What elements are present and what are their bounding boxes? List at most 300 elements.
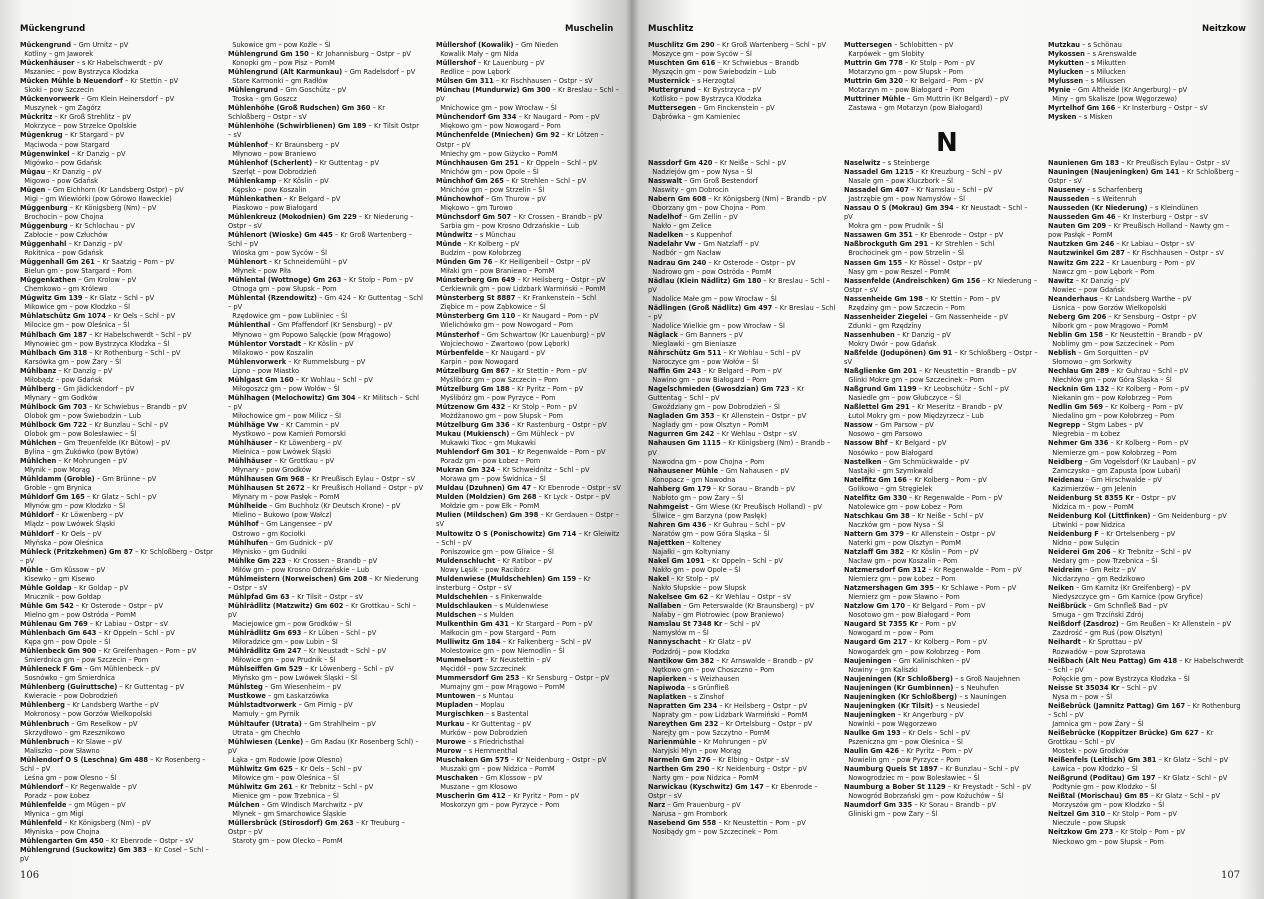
entry-line: Mielino – Bukowo (pow Wałcz): [228, 510, 332, 520]
entry-line: Muszynek – gm Zagórz: [20, 103, 101, 113]
entry-line: Kępsko – pow Koszalin: [228, 184, 307, 194]
entry-line: Mühlentor Vorstadt – Kr Köslin – pV: [228, 338, 354, 348]
entry-line: Migi – gm Wiewiórki (pow Górowo Iławeckie): [20, 193, 172, 203]
entry-line: Mniechy gm – pow Giżycko – PomM: [436, 148, 558, 158]
entry-line: Neitzkow Gm 273 – Kr Stolp – Pom – pV: [1048, 827, 1186, 837]
entry-line: Mückenvorwerk – Gm Klein Heinersdorf – pV: [20, 94, 175, 104]
entry-line: Słomowo – gm Sorkwity: [1048, 357, 1132, 367]
entry-line: Nawino gm – pow Białogard – Pom: [648, 375, 767, 385]
entry-line: Murków – pow Dobrodzień: [436, 727, 528, 737]
entry-line: Mokrzyce – pow Strzelce Opolskie: [20, 121, 137, 131]
entry-line: Śmierdnica gm – pow Szczecin – Pom: [20, 655, 149, 665]
entry-line: Mühlbock Gm 703 – Kr Schwiebus – Brandb – pV: [20, 401, 187, 411]
entry-line: Nedary gm – pow Trzebnica – Śl: [1048, 556, 1158, 566]
entry-line: Nakel – Kr Stolp – pV: [648, 574, 720, 584]
entry-line: Olobok gm – pow Bolesławiec – Śl: [20, 429, 137, 439]
entry-line: Nowogardek gm – pow Kołobrzeg – Pom: [844, 646, 981, 656]
entry-line: Ławica – pow Kłodzko – Śl: [1048, 764, 1138, 774]
entry-line: Müggenburg – Kr Schlochau – pV: [20, 220, 135, 230]
entry-line: Nassenheide Gm 198 – Kr Stettin – Pom – pV: [844, 293, 1000, 303]
entry-line: Poradz – pow Łobez: [20, 790, 90, 800]
entry-line: Karpówek – gm Słobity: [844, 49, 925, 59]
entry-line: Müllershof (Kowalik) – Gm Nieden: [436, 40, 559, 49]
entry-line: Nakelsee Gm 62 – Kr Wehlau – Ostpr – sV: [648, 592, 792, 602]
entry-line: Myrtelhof Gm 166 – Kr Insterburg – Ostpr – sV: [1048, 103, 1208, 113]
entry-line: Nausseden (Kr Niederung) – s Kleindünen: [1048, 203, 1198, 213]
entry-line: Nadziejów gm – pow Nysa – Śl: [648, 167, 753, 177]
column-1: [20, 40, 216, 864]
entry-line: Mukran Gm 324 – Kr Schweidnitz – Schl – pV: [436, 465, 590, 475]
entry-line: Muttriner Mühle – Gm Muttrin (Kr Belgard) – pV: [844, 94, 1009, 104]
entry-line: Narwickau (Kyschwitz) Gm 147 – Kr Ebenrode – Ostpr – sV: [648, 782, 820, 801]
entry-line: Młynary m – pow Pasłęk – PomM: [228, 492, 340, 502]
entry-line: Nallaben – Gm Peterswalde (Kr Braunsberg) – pV: [648, 601, 815, 611]
entry-line: Naroczyce gm – pow Wołów – Śl: [648, 357, 759, 367]
entry-line: Mutzkau – s Schönau: [1048, 40, 1122, 49]
entry-line: Muhlendorf Gm 301 – Kr Regenwalde – Pom – pV: [436, 447, 606, 457]
entry-line: Nauseney – s Scharfenberg: [1048, 185, 1143, 195]
entry-line: Narthen Gm 290 – Kr Neidenburg – Ostpr – pV: [648, 764, 807, 774]
entry-line: Nabern Gm 608 – Kr Königsberg (Nm) – Brandb – pV: [648, 194, 827, 204]
entry-line: Neisse St 35034 Kr – Schl – pV: [1048, 682, 1158, 692]
entry-line: Nareythen Gm 232 – Kr Ortelsburg – Ostpr – pV: [648, 718, 813, 728]
entry-line: Muschlitz Gm 290 – Kr Groß Wartenberg – Schl – pV: [648, 40, 827, 49]
entry-line: Nowogard m – pow – Pom: [844, 628, 934, 638]
entry-line: Konopki gm – pow Pisz – PomM: [228, 58, 335, 68]
entry-line: Nadrau Gm 240 – Kr Osterode – Ostpr – pV: [648, 257, 796, 267]
entry-line: Multowitz O S (Ponischowitz) Gm 714 – Kr Gleiwitz – Schl – pV: [436, 528, 622, 547]
entry-line: Nagłady gm – pow Olsztyn – PomM: [648, 420, 769, 430]
entry-line: Mützelburg Gm 188 – Kr Pyritz – Pom – pV: [436, 383, 584, 393]
entry-line: Kazimierzów – gm Jelenin: [1048, 483, 1137, 493]
entry-line: Nowiny – gm Kaliszki: [844, 664, 918, 674]
entry-line: Łąka – gm Rodowie (pow Olesno): [228, 754, 343, 764]
entry-line: Nowiec – pow Gdańsk: [1048, 284, 1125, 294]
entry-line: Nakło – gm Zelice: [648, 221, 712, 231]
entry-line: Sukowice gm – pow Koźle – Śl: [228, 40, 331, 49]
entry-line: Poradz gm – pow Łobez – Pom: [436, 456, 541, 466]
entry-line: Kotliny – gm Jaworek: [20, 49, 94, 59]
entry-line: Muttersegen – Gm Finckenstein – pV: [648, 103, 775, 113]
entry-line: Nassadel Gm 407 – Kr Namslau – Schl – pV: [844, 185, 993, 195]
entry-line: Kępa gm – pow Opole – Śl: [20, 637, 111, 647]
entry-line: Naujeningken – Kr Angerburg – pV: [844, 709, 964, 719]
entry-line: Brochocin – pow Chojna: [20, 211, 104, 221]
entry-line: Sosnówko – gm Śmierdnica: [20, 673, 115, 683]
entry-line: Mühlhof – Gm Langensee – pV: [228, 519, 333, 529]
entry-line: Glinki Mokre gm – pow Szczecinek – Pom: [844, 375, 985, 385]
entry-line: Zazdrość – gm Ruś (pow Olsztyn): [1048, 628, 1163, 638]
entry-line: Mügenwinkel – Kr Danzig – pV: [20, 148, 126, 158]
entry-line: Niechłów gm – pow Góra Śląska – Śl: [1048, 375, 1172, 385]
entry-line: Müllershof – Kr Lauenburg – pV: [436, 58, 545, 68]
entry-line: Neißbrück – Gm Schnfleß Bad – pV: [1048, 601, 1168, 611]
entry-line: Nieckowo gm – pow Słupsk – Pom: [1048, 836, 1164, 846]
entry-line: Niemierze gm – pow Kołobrzeg – Pom: [1048, 447, 1177, 457]
entry-line: Mühlenvorwerk – Kr Rummelsburg – pV: [228, 356, 366, 366]
entry-line: Mündwitz – s Münchau: [436, 229, 516, 239]
entry-line: Podzdrój – pow Kłodzko: [648, 646, 730, 656]
entry-line: Narmeln Gm 276 – Kr Elbing – Ostpr – sV: [648, 755, 790, 765]
entry-line: Mützelburg Gm 867 – Kr Stettin – Pom – pV: [436, 365, 587, 375]
entry-line: Nosowo – gm Parsowo: [844, 429, 923, 439]
entry-line: Morawa gm – pow Świdnica – Śl: [436, 474, 546, 484]
entry-line: Rozwadów – pow Szprotawa: [1048, 646, 1146, 656]
entry-line: Najałki – gm Koltyniany: [648, 547, 730, 557]
column-3: [1048, 158, 1244, 848]
entry-line: Mokry Dwór – pow Gdańsk: [844, 338, 937, 348]
entry-line: Mühlenkreuz (Mokodnien) Gm 229 – Kr Niederung – Ostpr – sV: [228, 211, 416, 230]
entry-line: Młynek – pow Piła: [228, 266, 291, 276]
entry-line: Lisnica – pow Gorzów Wielkopolski: [1048, 302, 1167, 312]
entry-line: Ziębice m – pow Ząbkowice – Śl: [436, 302, 546, 312]
entry-line: Mumajny gm – pow Mrągowo – PomM: [436, 682, 565, 692]
entry-line: Naunienen Gm 183 – Kr Preußisch Eylau – Ostpr – sV: [1048, 158, 1230, 167]
entry-line: Mühlenfeld – Kr Königsberg (Nm) – pV: [20, 818, 151, 828]
entry-line: Mühlbach Gm 187 – Kr Habelschwerdt – Schl – pV: [20, 329, 192, 339]
entry-line: Natschkau Gm 38 – Kr Neiße – Schl – pV: [844, 510, 984, 520]
entry-line: Mühle Goldap – Kr Goldap – pV: [20, 582, 129, 592]
entry-line: Mücken Mühle b Neuendorf – Kr Stettin – pV: [20, 76, 179, 86]
entry-line: Dąbrówka – gm Kamieniec: [648, 112, 741, 122]
entry-line: Mühlhagen (Melochowitz) Gm 304 – Kr Militsch – Schl – pV: [228, 392, 422, 411]
entry-line: Chemkowo – gm Królewo: [20, 284, 108, 294]
entry-line: Muldschlauken – s Muldenwiese: [436, 600, 549, 610]
running-head-right: Neitzkow: [1202, 24, 1246, 34]
entry-line: Muldschehlen – s Finkenwalde: [436, 591, 542, 601]
entry-line: Neitzel Gm 310 – Kr Stolp – Pom – pV: [1048, 809, 1177, 819]
entry-line: Bielun gm – pow Stargard – Pom: [20, 266, 132, 276]
entry-line: Nedlin Gm 569 – Kr Kolberg – Pom – pV: [1048, 402, 1183, 412]
entry-line: Piaskowo – pow Białogard: [228, 202, 318, 212]
entry-line: Muszane – gm Kłosowo: [436, 781, 518, 791]
entry-line: Mühlenbruch – Gm Reselkow – pV: [20, 718, 138, 728]
entry-line: Neberg Gm 206 – Kr Sensburg – Ostpr – pV: [1048, 311, 1197, 321]
entry-line: Münchau (Mundurwiz) Gm 300 – Kr Breslau – Schl – pV: [436, 85, 622, 104]
entry-line: Muttergrund – Kr Bystrzyca – pV: [648, 85, 762, 95]
entry-line: Mühlendorf O S (Leschna) Gm 488 – Kr Rosenberg – Schl – pV: [20, 754, 208, 773]
top-column-1: [648, 40, 836, 130]
entry-line: Napratten Gm 234 – Kr Heilsberg – Ostpr – pV: [648, 700, 808, 710]
entry-line: Mützenow Gm 432 – Kr Stolp – Pom – pV: [436, 401, 578, 411]
entry-line: Młynowiec gm – pow Bystrzyca Kłodzka – Śl: [20, 338, 170, 348]
entry-line: Szerlęt – pow Dobrodzień: [228, 166, 317, 176]
entry-line: Mühlenfelde – gm Mügen – pV: [20, 799, 126, 809]
entry-line: Mühlengrund (Suckowitz) Gm 383 – Kr Cosel – Schl – pV: [20, 845, 211, 864]
entry-line: Narz – Gm Frauenburg – pV: [648, 800, 741, 810]
entry-line: Mühlrädlitz (Matzwitz) Gm 602 – Kr Grottkau – Schl – pV: [228, 600, 419, 619]
entry-line: Mühlwiesen (Lenke) – Gm Radau (Kr Rosenberg Schl) – pV: [228, 736, 421, 755]
entry-line: Niegrebia – m Łobez: [1048, 429, 1120, 439]
entry-line: Mühlenhöhe (Groß Rudschen) Gm 360 – Kr Schloßberg – Ostpr – sV: [228, 103, 388, 122]
entry-line: Neißebrück (Jamnitz Pattag) Gm 167 – Kr Rothenburg – Schl – pV: [1048, 700, 1243, 719]
entry-line: Natzlaff Gm 382 – Kr Köslin – Pom – pV: [844, 547, 979, 557]
entry-line: Münden Gm 76 – Kr Heiligenbeil – Ostpr – pV: [436, 257, 591, 267]
entry-line: Skrzydłowo – gm Rzesznikowo: [20, 727, 125, 737]
entry-line: Nętkowo gm – pow Choszczno – Pom: [648, 664, 775, 674]
entry-line: Nowinki – pow Węgorzewo: [844, 718, 937, 728]
entry-line: Nahausen Gm 1115 – Kr Königsberg (Nm) – Brandb – pV: [648, 438, 833, 457]
entry-line: Troska – gm Goszcz: [228, 94, 297, 104]
entry-line: Murkau – Kr Guttentag – pV: [436, 718, 532, 728]
entry-line: Miłowice gm – pow Prudnik – Śl: [228, 655, 336, 665]
section-letter: N: [936, 128, 958, 158]
entry-line: Neanderhaus – Kr Landsberg Warthe – pV: [1048, 293, 1192, 303]
entry-line: Miękowo gm – pow Nowogard – Pom: [436, 121, 561, 131]
entry-line: Neidenburg Kol (Littfinken) – Gm Neidenburg – pV: [1048, 510, 1227, 520]
entry-line: Karsówka gm – pow Żary – Śl: [20, 356, 122, 366]
entry-line: Nibork gm – pow Mrągowo – PomM: [1048, 320, 1169, 330]
entry-line: Maliszko – pow Sławno: [20, 745, 100, 755]
entry-line: Śliwice – gm Barzyna (pow Pasłęk): [648, 510, 767, 520]
entry-line: Napiwoda – s Grünfließ: [648, 682, 729, 692]
entry-line: Mühlke Gm 223 – Kr Crossen – Brandb – pV: [228, 555, 378, 565]
entry-line: Myślibórz gm – pow Pyrzyce – Pom: [436, 392, 556, 402]
entry-line: Mołdzie gm – pow Ełk – PomM: [436, 501, 540, 511]
entry-line: Niedyszczyce gm – Gm Karnice (pow Gryfice): [1048, 592, 1203, 602]
entry-line: Brochocinek gm – pow Strzelin – Śl: [844, 248, 964, 258]
column-2: [844, 158, 1038, 848]
entry-line: Migowo – pow Gdańsk: [20, 175, 98, 185]
entry-line: Zastawa – gm Motarzyn (pow Białogard): [844, 103, 983, 113]
entry-line: Natzmersdorf Gm 312 – Kr Regenwalde – Pom – pV: [844, 565, 1022, 575]
entry-line: Zabłocie – pow Człuchów: [20, 229, 108, 239]
entry-line: Münsterhof – Gm Schwartow (Kr Lauenburg) – pV: [436, 329, 606, 339]
entry-line: Nausseden Gm 46 – Kr Insterburg – Ostpr – sV: [1048, 212, 1208, 222]
entry-line: Nassenfelde (Andreischken) Gm 156 – Kr Niederung – Ostpr – sV: [844, 275, 1040, 294]
entry-line: Mühlhufen – Gm Gudnick – pV: [228, 537, 333, 547]
entry-line: Otnoga gm – pow Słupsk – Pom: [228, 284, 337, 294]
entry-line: Mügen – Gm Eichhorn (Kr Landsberg Ostpr) – pV: [20, 184, 184, 194]
entry-line: Mühlseiffen Gm 529 – Kr Löwenberg – Schl – pV: [228, 664, 394, 674]
entry-line: Naryjski Młyn – pow Morąg: [648, 746, 742, 756]
entry-line: Murow – s Hemmenthal: [436, 745, 518, 755]
entry-line: Nawcz gm – pow Lębork – Pom: [1048, 266, 1155, 276]
entry-line: Muschaken – Gm Klossow – pV: [436, 772, 543, 782]
entry-line: Naselwitz – s Steinberge: [844, 158, 930, 167]
entry-line: Maciejowice gm – pow Grodków – Śl: [228, 619, 352, 628]
entry-line: Kwieracie – pow Dobrodzień: [20, 691, 118, 701]
entry-line: Groble – gm Brynica: [20, 483, 92, 493]
entry-line: Moskorzyn gm – pow Pyrzyce – Pom: [436, 799, 560, 809]
entry-line: Mühlsteg – Gm Wiesenheim – pV: [228, 682, 342, 692]
entry-line: Muttrin Gm 778 – Kr Stolp – Pom – pV: [844, 58, 975, 68]
entry-line: Nahausener Mühle – Gm Nahausen – pV: [648, 465, 790, 475]
entry-line: Mühlchen – Gm Treuenfelde (Kr Bütow) – pV: [20, 438, 171, 448]
entry-line: Muszaki gm – pow Nidzica – PomM: [436, 763, 555, 773]
entry-line: Naulke Gm 193 – Kr Oels – Schl – pV: [844, 727, 970, 737]
entry-line: Połęckie gm – pow Bystrzyca Kłodzka – Śl: [1048, 673, 1190, 683]
entry-line: Münchhof Gm 265 – Kr Strehlen – Schl – pV: [436, 175, 587, 185]
entry-line: Nadrowo gm – pow Ostróda – PomM: [648, 266, 772, 276]
top-column-2: [844, 40, 1038, 130]
entry-line: Molestowice gm – pow Niemodlin – Śl: [436, 646, 565, 656]
entry-line: Mügwitz Gm 139 – Kr Glatz – Schl – pV: [20, 293, 155, 303]
entry-line: Nassdorf Gm 420 – Kr Neiße – Schl – pV: [648, 158, 787, 167]
entry-line: Mühlpfad Gm 63 – Kr Tilsit – Ostpr – sV: [228, 591, 364, 601]
entry-line: Mühlenort (Wioske) Gm 445 – Kr Groß Wartenberg – Schl – pV: [228, 229, 415, 249]
entry-line: Nattern Gm 379 – Kr Allenstein – Ostpr – pV: [844, 528, 996, 538]
entry-line: Leśna gm – pow Olesno – Śl: [20, 772, 117, 782]
entry-line: Podtynie gm – pow Kłodzko – Śl: [1048, 782, 1157, 792]
entry-line: Nidno – pow Sulęcin: [1048, 537, 1120, 547]
entry-line: Nadelken – s Kuppenhof: [648, 230, 732, 240]
entry-line: Mühlhausen Gm 968 – Kr Preußisch Eylau – Ostpr – sV: [228, 474, 416, 484]
entry-line: Nauten Gm 209 – Kr Preußisch Holland – Nawty gm – pow Pasłęk – PomM: [1048, 221, 1232, 240]
entry-line: Muscherin Gm 412 – Kr Pyritz – Pom – pV: [436, 790, 580, 800]
entry-line: Mühle – Gm Küssow – pV: [20, 564, 106, 574]
entry-line: Oborzany gm – pow Chojna – Pom: [648, 203, 766, 213]
entry-line: Münsterberg Gm 110 – Kr Naugard – Pom – pV: [436, 311, 599, 321]
entry-line: Muschaken Gm 575 – Kr Neidenburg – Ostpr – pV: [436, 754, 607, 764]
entry-line: Namysłów m – Śl: [648, 628, 709, 638]
entry-line: Natelfitz Gm 330 – Kr Regenwalde – Pom – pV: [844, 492, 1003, 502]
entry-line: Nieglawki – gm Bieniasze: [648, 338, 737, 348]
entry-line: Młyńsko gm – pow Lwówek Śląski – Śl: [228, 673, 357, 683]
entry-line: Nassow – Gm Parsow – pV: [844, 420, 934, 430]
entry-line: Stare Karmonki – gm Radłów: [228, 76, 328, 86]
entry-line: Nasale gm – pow Kluczbork – Śl: [844, 176, 954, 186]
entry-line: Nassenhuben – Kr Danzig – pV: [844, 329, 951, 339]
entry-line: Gliniski gm – pow Żary – Śl: [844, 809, 938, 819]
entry-line: Narejty gm – pow Szczytno – PomM: [648, 727, 770, 737]
entry-line: Münchowhof – Gm Thurow – pV: [436, 193, 546, 203]
entry-line: Naßfelde (Jodupönen) Gm 91 – Kr Schloßberg – Ostpr – sV: [844, 347, 1040, 367]
entry-line: Migówko – pow Gdańsk: [20, 157, 102, 167]
entry-line: Müggenhahl – Kr Danzig – pV: [20, 239, 123, 249]
entry-line: Mühlbach Gm 318 – Kr Rothenburg – Schl – pV: [20, 347, 181, 357]
entry-line: Mühlrädlitz Gm 247 – Kr Neustadt – Schl – pV: [228, 646, 387, 656]
entry-line: Mielnica – pow Lwówek Śląski: [228, 447, 331, 457]
entry-line: Nasiedle gm – pow Głubczyce – Śl: [844, 393, 961, 403]
entry-line: Nahberg Gm 179 – Kr Sorau – Brandb – pV: [648, 483, 795, 493]
entry-line: Miłoradzice gm – pow Lubin – Śl: [228, 637, 338, 647]
entry-line: Neißtal (Morischau) Gm 85 – Kr Glatz – Schl – pV: [1048, 791, 1221, 801]
entry-line: Myszęcin gm – pow Świebodzin – Lub: [648, 67, 777, 77]
entry-line: Naßbrockguth Gm 291 – Kr Strehlen – Schl: [844, 239, 995, 249]
entry-line: Młynowo – pow Braniewo: [228, 148, 316, 158]
entry-line: Niemierz gm – pow Łobez – Pom: [844, 574, 956, 584]
entry-line: Nawodna gm – pow Chojna – Pom: [648, 456, 765, 466]
entry-line: Mrucznik – pow Gołdap: [20, 591, 101, 601]
entry-line: Sarbia gm – pow Krosno Odrzańskie – Lub: [436, 220, 580, 230]
entry-line: Miłochowice gm – pow Milicz – Śl: [228, 410, 341, 420]
entry-line: Münsterberg St 8887 – Kr Frankenstein – Schl: [436, 293, 597, 303]
entry-line: Ostrowo – gm Kociołki: [228, 528, 306, 538]
entry-line: Jastrzębie gm – pow Namysłów – Śl: [844, 194, 965, 204]
entry-line: Neblin Gm 158 – Kr Neustettin – Brandb – pV: [1048, 329, 1203, 339]
entry-line: Rzędziny gm – pow Szczecin – Pom: [844, 302, 965, 312]
entry-line: Wielichówko gm – pow Nowogard – Pom: [436, 320, 574, 330]
page-number: 106: [20, 870, 40, 881]
entry-line: Mützelburg Gm 336 – Kr Rastenburg – Ostpr – pV: [436, 419, 607, 429]
entry-line: Murgischken – s Bastental: [436, 709, 529, 719]
entry-line: Mühlental (Rzendowitz) – Gm 424 – Kr Guttentag – Schl – pV: [228, 293, 426, 312]
entry-line: Nicdarzyno – gm Redzikowo: [1048, 574, 1145, 584]
entry-line: Nawitz Gm 222 – Kr Lauenburg – Pom – pV: [1048, 257, 1195, 267]
entry-line: Morzyszów gm – pow Kłodzko – Śl: [1048, 800, 1165, 810]
entry-line: Myślibórz gm – pow Szczecin – Pom: [436, 374, 559, 384]
entry-line: Naßlettel Gm 291 – Kr Meseritz – Brandb – pV: [844, 402, 1003, 412]
entry-line: Mühlenhöhe (Schwirblienen) Gm 189 – Kr Tilsit Ostpr – sV: [228, 121, 422, 140]
entry-line: Nehmer Gm 336 – Kr Kolberg – Pom – pV: [1048, 438, 1189, 448]
entry-line: Mügenkrug – Kr Stargard – pV: [20, 130, 125, 140]
entry-line: Mienice gm – pow Trzebnica – Śl: [228, 790, 339, 800]
entry-line: Näglack – Gm Banners – pV: [648, 329, 743, 339]
entry-line: Staroty gm – pow Olecko – PomM: [228, 836, 343, 846]
entry-line: Natzlow Gm 170 – Kr Belgard – Pom – pV: [844, 601, 986, 611]
entry-line: Neidenau – Gm Hirschwalde – pV: [1048, 474, 1162, 484]
entry-line: Nassau O S (Mokrau) Gm 394 – Kr Neustadt – Schl – pV: [844, 203, 1030, 222]
entry-line: Nowogrodziec m – pow Bolesławiec – Śl: [844, 773, 980, 783]
entry-line: Mühlendorf – Kr Regenwalde – pV: [20, 781, 137, 791]
entry-line: Mühldorf – Kr Löwenberg – pV: [20, 510, 124, 520]
entry-line: Muldschen – s Mulden: [436, 609, 514, 619]
entry-line: Mühlatschütz Gm 1074 – Kr Oels – Schl – pV: [20, 311, 176, 321]
running-head-left: Mückengrund: [20, 24, 86, 34]
entry-line: Nosotowo gm – pow Białogard – Pom: [844, 610, 971, 620]
entry-line: Mühleck (Pritzkehmen) Gm 87 – Kr Schloßberg – Ostpr – pV: [20, 546, 216, 565]
entry-line: Natzmershagen Gm 395 – Kr Schlawe – Pom – pV: [844, 583, 1017, 593]
entry-line: Mokronosy – pow Gorzów Wielkopolski: [20, 709, 152, 719]
right-page: [636, 0, 1264, 899]
entry-line: Mülchen – Gm Windisch Marchwitz – pV: [228, 799, 363, 809]
entry-line: Mąciwoda – pow Stargard: [20, 139, 110, 149]
entry-line: Neißdorf (Zasdroz) – Gm Reußen – Kr Allenstein – pV: [1048, 619, 1231, 629]
entry-line: Nausseden – s Weitenruh: [1048, 194, 1137, 204]
entry-line: Naswity – gm Dobrocin: [648, 185, 729, 195]
entry-line: Mummersdorf Gm 253 – Kr Sensburg – Ostpr – pV: [436, 673, 610, 683]
entry-line: Milakowo – pow Koszalin: [228, 347, 314, 357]
entry-line: Nasebend Gm 558 – Kr Neustettin – Pom – pV: [648, 818, 806, 828]
entry-line: Wioska gm – pow Syców – Śl: [228, 248, 327, 258]
entry-line: Mühlenthal – Gm Pfaffendorf (Kr Sensburg) – pV: [228, 320, 393, 330]
entry-line: Naterki gm – pow Olsztyn – PomM: [844, 537, 961, 547]
entry-line: Mühlenort – Kr Schneidemühl – pV: [228, 257, 348, 267]
entry-line: Mühlental (Wottnoge) Gm 263 – Kr Stolp – Pom – pV: [228, 275, 414, 285]
entry-line: Nagelschmieden (Gwosdzian) Gm 723 – Kr Guttentag – Schl – pV: [648, 384, 807, 403]
entry-line: Kotlisko – pow Bystrzyca Kłodzka: [648, 94, 762, 104]
entry-line: Kowalik Mały – gm Nida: [436, 49, 519, 59]
entry-line: Naffin Gm 243 – Kr Belgard – Pom – pV: [648, 366, 782, 376]
entry-line: Neblish – Gm Sorquitten – pV: [1048, 347, 1149, 357]
entry-line: Nagladen Gm 353 – Kr Allenstein – Ostpr – pV: [648, 411, 807, 421]
entry-line: Münchhausen Gm 251 – Kr Oppeln – Schl – pV: [436, 157, 598, 167]
entry-line: Nakło gm – pow Opole – Śl: [648, 565, 741, 575]
entry-line: Mielno gm – pow Ostróda – PomM: [20, 609, 137, 619]
entry-line: Münchendorf Gm 334 – Kr Naugard – Pom – pV: [436, 112, 600, 122]
entry-line: Nannyschacht – Kr Glatz – pV: [648, 637, 752, 647]
entry-line: Mühlenhof – Kr Braunsberg – pV: [228, 139, 340, 149]
entry-line: Mühlbock Gm 722 – Kr Bunzlau – Schl – pV: [20, 419, 169, 429]
entry-line: Redlice – pow Lębork: [436, 67, 511, 77]
entry-line: Nosibądy gm – pow Szczecinek – Pom: [648, 827, 778, 837]
entry-line: Niemierz gm – pow Sławno – Pom: [844, 592, 960, 602]
entry-line: Smuga – gm Trzciński Zdrój: [1048, 610, 1144, 620]
entry-line: Nassen Gm 155 – Kr Rössel – Ostpr – pV: [844, 257, 983, 267]
entry-line: Napraty gm – pow Lidzbark Warmiński – PomM: [648, 709, 808, 719]
entry-line: Mulien (Mildschen) Gm 398 – Kr Gerdauen – Ostpr – sV: [436, 510, 622, 529]
entry-line: Miłogoszcz gm – pow Wołów – Śl: [228, 383, 340, 393]
entry-line: Nassadel Gm 1215 – Kr Kreuzburg – Schl – pV: [844, 167, 1003, 177]
entry-line: Młynary – pow Grodków: [228, 465, 312, 475]
entry-line: Młynary – gm Godków: [20, 392, 98, 402]
entry-line: Neidberg – Gm Vogelsdorf (Kr Lauban) – pV: [1048, 456, 1197, 466]
entry-line: Neidenburg F – Kr Ortelsenberg – pV: [1048, 528, 1176, 538]
entry-line: Naujeningen (Kr Gumbinnen) – s Neuhufen: [844, 682, 999, 692]
entry-line: Naumdorf Gm 335 – Kr Sorau – Brandb – pV: [844, 800, 997, 810]
column-1: [648, 158, 836, 848]
